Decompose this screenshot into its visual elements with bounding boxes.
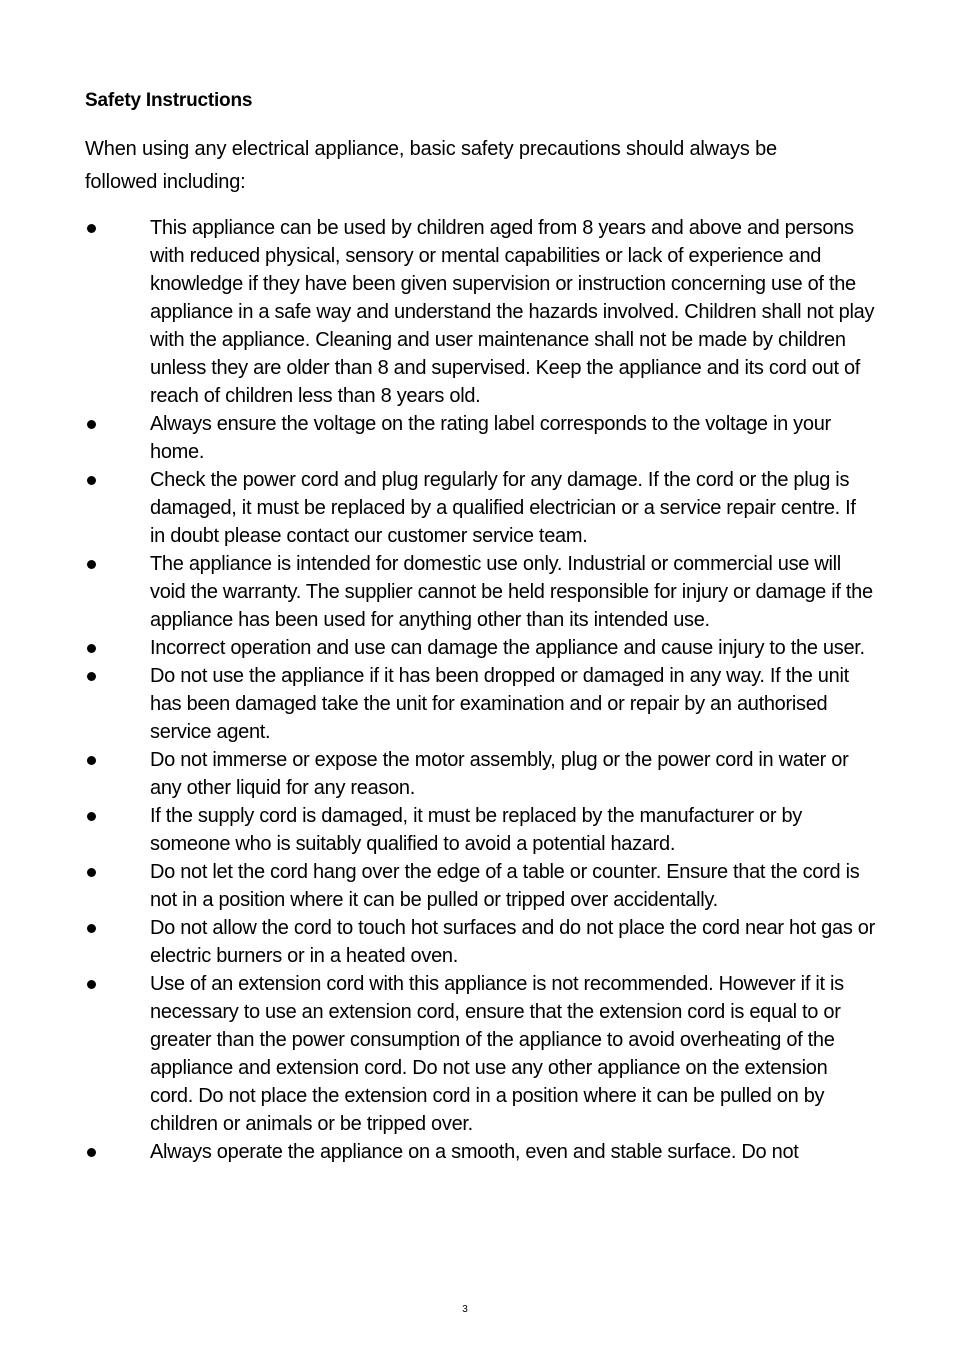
bullet-icon (87, 980, 96, 989)
list-item-text: Check the power cord and plug regularly for any damage. If the cord or the plug is damaged, it must be replaced by a qualified electrician or a service repair centre. If in doubt please contact our customer service team. (150, 469, 856, 547)
list-item (85, 802, 875, 858)
bullet-icon (87, 644, 96, 653)
page-number: 3 (462, 1304, 468, 1315)
bullet-icon (87, 868, 96, 877)
bullet-icon (87, 476, 96, 485)
bullet-icon (87, 420, 96, 429)
list-item-text: This appliance can be used by children aged from 8 years and above and persons with reduced physical, sensory or mental capabilities or lack of experience and knowledge if they have been given supervision or instruction concerning use of the appliance in a safe way and understand the hazards involved. Children shall not play with the appliance. Cleaning and user maintenance shall not be made by children unless they are older than 8 and supervised. Keep the appliance and its cord out of reach of children less than 8 years old. (150, 217, 875, 407)
safety-instructions-list (85, 214, 875, 1166)
list-item-text: Always ensure the voltage on the rating label corresponds to the voltage in your home. (150, 413, 831, 463)
list-item (85, 858, 875, 914)
list-item (85, 970, 875, 1138)
list-item-text: Always operate the appliance on a smooth, even and stable surface. Do not (150, 1141, 799, 1163)
bullet-icon (87, 812, 96, 821)
section-heading: Safety Instructions (85, 90, 253, 111)
list-item-text: Use of an extension cord with this appliance is not recommended. However if it is necessary to use an extension cord, ensure that the extension cord is equal to or greater than the power consumption of the appliance to avoid overheating of the appliance and extension cord. Do not use any other appliance on the extension cord. Do not place the extension cord in a position where it can be pulled on by children or animals or be tripped over. (150, 973, 844, 1135)
bullet-icon (87, 560, 96, 569)
list-item-text: Do not allow the cord to touch hot surfaces and do not place the cord near hot gas or electric burners or in a heated oven. (150, 917, 875, 967)
intro-paragraph: When using any electrical appliance, basic safety precautions should always be followed including: (85, 138, 778, 193)
bullet-icon (87, 224, 96, 233)
list-item (85, 662, 875, 746)
bullet-icon (87, 1148, 96, 1157)
list-item-text: Do not let the cord hang over the edge of a table or counter. Ensure that the cord is not in a position where it can be pulled or tripped over accidentally. (150, 861, 860, 911)
list-item (85, 214, 875, 410)
list-item (85, 466, 875, 550)
list-item (85, 410, 875, 466)
list-item-text: If the supply cord is damaged, it must be replaced by the manufacturer or by someone who is suitably qualified to avoid a potential hazard. (150, 805, 802, 855)
bullet-icon (87, 756, 96, 765)
list-item (85, 550, 875, 634)
list-item-text: Do not immerse or expose the motor assembly, plug or the power cord in water or any other liquid for any reason. (150, 749, 849, 799)
list-item (85, 746, 875, 802)
list-item-text: Incorrect operation and use can damage the appliance and cause injury to the user. (150, 637, 865, 659)
list-item (85, 1138, 875, 1166)
bullet-icon (87, 924, 96, 933)
list-item (85, 914, 875, 970)
list-item-text: The appliance is intended for domestic use only. Industrial or commercial use will void the warranty. The supplier cannot be held responsible for injury or damage if the appliance has been used for anything other than its intended use. (150, 553, 873, 631)
list-item (85, 634, 875, 662)
bullet-icon (87, 672, 96, 681)
list-item-text: Do not use the appliance if it has been dropped or damaged in any way. If the unit has been damaged take the unit for examination and or repair by an authorised service agent. (150, 665, 849, 743)
